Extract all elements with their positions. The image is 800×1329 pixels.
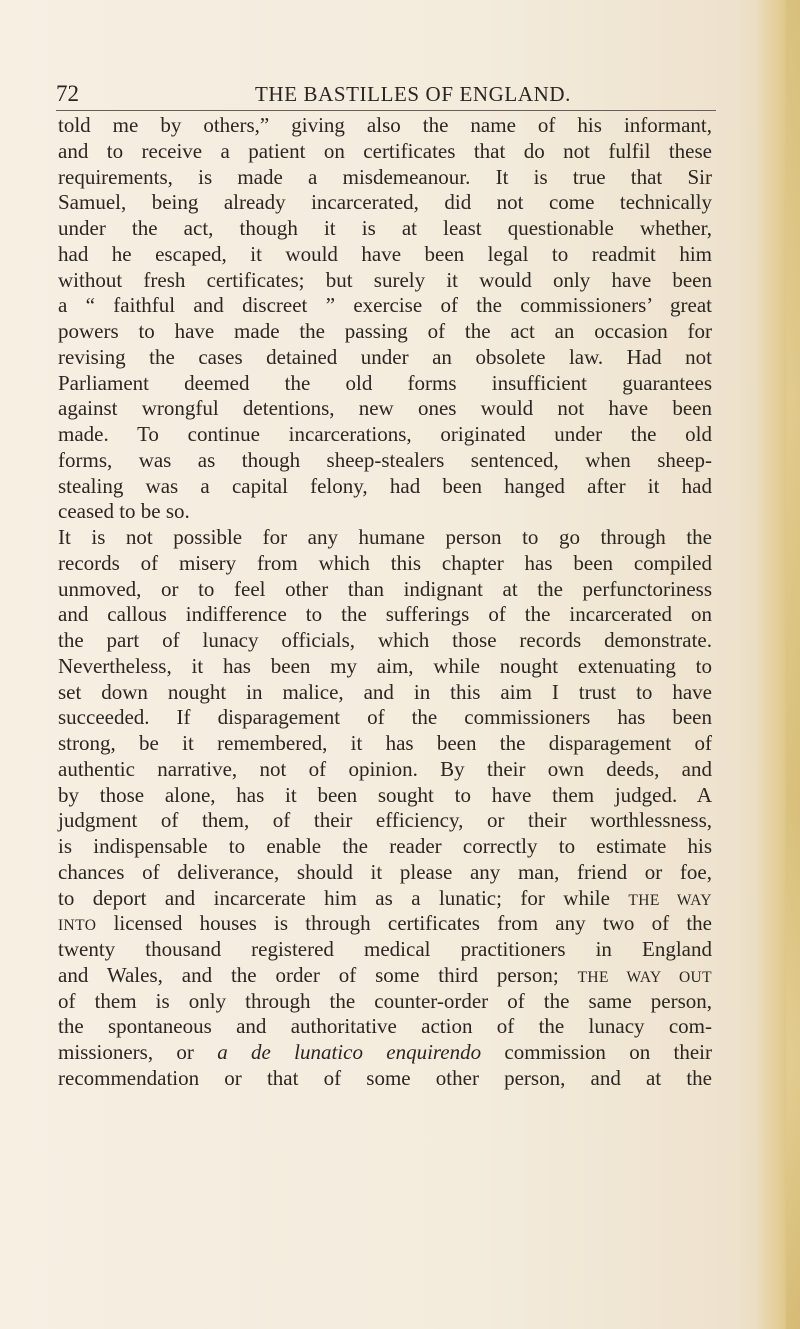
text-line: the part of lunacy officials, which those records demonstrate. xyxy=(58,628,712,652)
text-run: and Wales, and the order of some third person; xyxy=(58,962,559,987)
text-line: stealing was a capital felony, had been hanged after it had xyxy=(58,473,712,498)
text-run: commission on their xyxy=(481,1040,713,1064)
text-line: forms, was as though sheep-stealers sentenced, when sheep- xyxy=(58,447,712,472)
text-line: requirements, is made a misdemeanour. It is true that Sir xyxy=(58,164,712,189)
text-line: strong, be it remembered, it has been the disparagement of xyxy=(58,731,712,755)
header-rule xyxy=(56,110,716,111)
small-caps-run: THE WAY OUT xyxy=(577,968,712,986)
text-line: ceased to be so. xyxy=(58,499,190,524)
text-line: set down nought in malice, and in this aim I trust to have xyxy=(58,679,712,704)
text-line: chances of deliverance, should it please any man, friend or foe, xyxy=(58,859,712,884)
text-line: revising the cases detained under an obsolete law. Had not xyxy=(58,344,712,369)
text-line-mixed xyxy=(58,963,712,989)
text-line: under the act, though it is at least questionable whether, xyxy=(58,216,712,240)
small-caps-run: INTO xyxy=(58,917,97,935)
small-caps-run: THE WAY xyxy=(628,891,712,909)
text-line: records of misery from which this chapter has been compiled xyxy=(58,550,712,575)
running-head: THE BASTILLES OF ENGLAND. xyxy=(255,82,571,106)
text-line: against wrongful detentions, new ones would not have been xyxy=(58,396,712,421)
body-text xyxy=(58,113,712,1092)
text-line: had he escaped, it would have been legal to readmit him xyxy=(58,241,712,266)
text-line: powers to have made the passing of the act an occasion for xyxy=(58,319,712,343)
text-line: of them is only through the counter-order of the same person, xyxy=(58,988,712,1013)
text-line: Parliament deemed the old forms insufficient guarantees xyxy=(58,370,712,395)
text-line: Nevertheless, it has been my aim, while nought extenuating to xyxy=(58,653,712,678)
text-line-mixed xyxy=(58,886,712,912)
text-line: and callous indifference to the sufferings of the incarcerated on xyxy=(58,602,712,627)
text-line: the spontaneous and authoritative action of the lunacy com- xyxy=(58,1014,712,1039)
paragraph-start: It is not possible for any humane person to go through the xyxy=(58,525,712,549)
text-run: licensed houses is through certificates from any two of the xyxy=(113,911,712,936)
text-line: judgment of them, of their efficiency, or their worthlessness, xyxy=(58,808,712,833)
text-line: told me by others,” giving also the name of his informant, xyxy=(58,113,712,137)
text-line-mixed xyxy=(58,911,712,937)
text-line: unmoved, or to feel other than indignant at the perfunctoriness xyxy=(58,576,712,601)
text-line: by those alone, has it been sought to have them judged. A xyxy=(58,782,712,807)
text-line: and to receive a patient on certificates that do not fulfil these xyxy=(58,138,712,163)
text-line: a “ faithful and discreet ” exercise of the commissioners’ great xyxy=(58,293,712,318)
text-line-mixed xyxy=(58,1040,712,1066)
text-line: succeeded. If disparagement of the commissioners has been xyxy=(58,705,712,730)
italic-run: a de lunatico enquirendo xyxy=(217,1040,482,1064)
text-line: twenty thousand registered medical practitioners in England xyxy=(58,937,712,961)
text-line: recommendation or that of some other person, and at the xyxy=(58,1065,712,1090)
text-run: missioners, or xyxy=(58,1040,194,1064)
text-line: authentic narrative, not of opinion. By their own deeds, and xyxy=(58,756,712,781)
page-edge-binding xyxy=(786,0,800,1329)
page-header xyxy=(56,80,716,110)
text-line: without fresh certificates; but surely it would only have been xyxy=(58,267,712,292)
text-line: Samuel, being already incarcerated, did not come technically xyxy=(58,190,712,215)
text-line: made. To continue incarcerations, originated under the old xyxy=(58,422,712,446)
text-run: to deport and incarcerate him as a lunatic; for while xyxy=(58,885,610,910)
page-number: 72 xyxy=(56,81,79,106)
text-line: is indispensable to enable the reader correctly to estimate his xyxy=(58,834,712,858)
